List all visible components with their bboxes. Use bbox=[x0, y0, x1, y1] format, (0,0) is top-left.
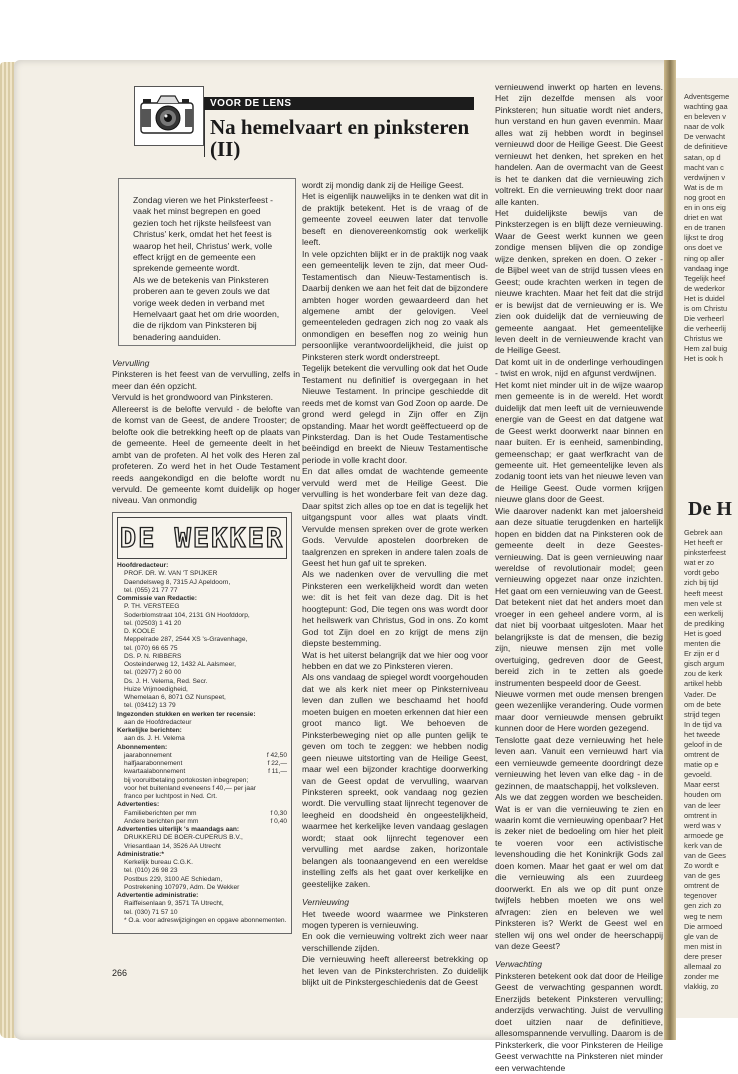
masthead-line: voor het buitenland eveneens f 40,— per jaar bbox=[124, 784, 256, 792]
masthead-line: Oosteinderweg 12, 1432 AL Aalsmeer, bbox=[124, 661, 236, 668]
masthead-line: Postbus 229, 3100 AE Schiedam, bbox=[124, 875, 223, 883]
masthead-line: aan ds. J. H. Velema bbox=[124, 735, 185, 743]
column-3 bbox=[495, 82, 663, 1074]
book-spine bbox=[664, 60, 676, 1040]
masthead-price-label: Andere berichten per mm bbox=[124, 817, 199, 825]
adjacent-heading: De H bbox=[688, 498, 732, 520]
page-number: 266 bbox=[112, 968, 128, 978]
masthead-line: tel. (070) 66 65 75 bbox=[124, 644, 178, 652]
intro-text: Zondag vieren we het Pinksterfeest - vaak het minst begrepen en goed gezien toch het rijkste heilsfeest van Christus' kerk, omdat het het feest is waarop het heil, Christus' werk, volle effect krijgt en de gemeente een sprekende gemeente wordt. Als we de betekenis van Pinksteren proberen aan te geven zouls we dat vorige week deden in verband met Hemelvaart gaat het om drie woorden, die de rijkdom van Pinksteren bij benadering aanduiden. bbox=[133, 195, 280, 342]
masthead-line: Daendelsweg 8, 7315 AJ Apeldoorn, bbox=[124, 578, 231, 586]
masthead-price-row bbox=[117, 760, 287, 768]
masthead-line: Postrekening 107979, Adm. De Wekker bbox=[124, 883, 240, 891]
masthead-line: tel. (010) 26 98 23 bbox=[124, 867, 178, 875]
masthead-price-label: halfjaarabonnement bbox=[124, 760, 183, 767]
subheading-vervulling: Vervulling bbox=[112, 358, 150, 368]
masthead-line: * O.a. voor adreswijzigingen en opgave abonnementen. bbox=[124, 916, 287, 924]
column-2-text: wordt zij mondig dank zij de Heilige Geest. Het is eigenlijk nauwelijks in te denken wat dit in de praktijk betekent. Het is de vraag of de gemeente zoveel eeuwen later dat tenvolle beseft en dienovereenkomstig ook werkelijk leeft. In vele opzichten blijkt er in de praktijk nog vaak een gemeentelijk leven te zijn, dat meer Oud-Testamentisch dan Nieuw-Testamentisch is. Daarbij denken we aan het feit dat de bijzondere ambten hoger worden gewaardeerd dan het algemene ambt der gelovigen. Veel gemeenteleden gedragen zich nog zo vaak als onmondigen en beseffen nog zo weinig hun persoonlijke verantwoordelijkheid, die juist op Pinksteren sterk wordt onderstreept. Tegelijk betekent die vervulling ook dat het Oude Testament nu definitief is overgegaan in het Nieuwe Testament. In principe geschiedde dit reeds met de komst van God Zoon op aarde. De grond werd gelegd in Zijn offer en Zijn opstanding. Maar het wordt geëffectueerd op de Pinksterdag. Dan is het Oude Testamentische beëindigd en breekt de Nieuw Testamentische periode in volle kracht door. En dat alles omdat de wachtende gemeente vervuld werd met de Heilige Geest. Die vervulling is het wonderbare feit van deze dag. Daar spitst zich alles op toe en dat is tegelijk het uitgangspunt voor alles wat plaats vindt. Vervulde mensen spreken over de grote werken Gods. Vervulde apostelen doorbreken de taalgrenzen en spreken in andere talen zoals de Geest het hun gaf uit te spreken. Als we nadenken over de vervulling die met Pinksteren een werkelijkheid wordt dan weten we: dit is het feit van deze dag. Dit is het hoogtepunt: God, Die tegen ons was wordt door het heilswerk van Christus, God in ons. Zo komt God tot Zijn doel en zo krijgt de mens zijn diepste bestemming. Wat is het uiterst belangrijk dat we hier oog voor hebben en dat we zo Pinksteren vieren. Als ons vandaag de spiegel wordt voorgehouden dat we als kerk niet meer op Pinksterniveau leven dan zullen we beschaamd het hoofd moeten buigen en moeten erkennen dat hier een groot manco ligt. We behoeven de Pinksterbeweging niet op alle punten gelijk te geven om toch te zeggen: we hebben nodig geen nieuwe uitstorting van de Heilige Geest, maar wel een bijzonder krachtige doorwerking van de Geest opdat de vervulling, waarvan Pinksteren spreekt, ook vandaag nog gezien wordt. Die vervulling staat lijnrecht tegenover de leegheid en doodsheid èn ongeestelijkheid, waarmee het kerkelijke leven vandaag geslagen wordt; staat ook lijnrecht tegenover een vervulling met aardse zaken, horizontale belangen als toonaangevend en een wereldse instelling zelfs als het gaat over kerkelijke en geestelijke zaken. bbox=[302, 180, 488, 889]
masthead-line: Kerkelijk bureau C.G.K. bbox=[124, 859, 193, 866]
masthead-price-value: f 0,40 bbox=[270, 817, 287, 825]
adjacent-column-bottom: Gebrek aan Het heeft er pinksterfeest wat er zo vordt gebo zich bij tijd heeft meest men vele st een werkelij de prediking Het is goed menten die Er zijn er d gisch argum zou de kerk artikel hebb Vader. De om de bete strijd tegen In de tijd va het tweede geloof in de omtrent de matie op e gevoeld. Maar eerst houden om van de leer omtrent in werd was v armoede ge kerk van de van de Gees Zo wordt e van de ges omtrent de tegenover gen zich zo weg te nem Die armoed gle van de men mist in dere preser allemaal zo zonder me vlakkig, zo bbox=[684, 528, 726, 992]
masthead-price-label: jaarabonnement bbox=[124, 751, 172, 759]
masthead-heading: Abonnementen: bbox=[117, 743, 168, 751]
masthead-line: Vriesantlaan 14, 3526 AA Utrecht bbox=[124, 842, 221, 850]
masthead-price-value: f 0,30 bbox=[270, 809, 287, 817]
masthead-price-value: f 11,— bbox=[268, 768, 287, 776]
masthead-line: tel. (055) 21 77 77 bbox=[124, 586, 178, 594]
masthead-price-label: kwartaalabonnement bbox=[124, 768, 186, 776]
masthead-line: DS. P. N. RIBBERS bbox=[124, 652, 182, 660]
masthead-heading: Administratie:* bbox=[117, 850, 164, 858]
masthead-line: Huize Vrijmoedigheid, bbox=[124, 685, 188, 693]
masthead-heading: Kerkelijke berichten: bbox=[117, 727, 182, 734]
masthead-price-row bbox=[117, 818, 287, 826]
column-3-text-cont: Pinksteren betekent ook dat door de Heilige Geest de verwachting gespannen wordt. Enerzijds betekent Pinksteren vervulling; anderzijds verwachting. Juist de vervulling doet uitzien naar de definitieve, allesomspannende vervulling. Daarom is de Pinksterkerk, die voor Pinksteren de Heilige Geest verwachtte na Pinksteren niet minder een verwachtende bbox=[495, 970, 663, 1073]
masthead-line: Ds. J. H. Velema, Red. Secr. bbox=[124, 677, 208, 685]
masthead-line: Soderblomstraat 104, 2131 GN Hoofddorp, bbox=[124, 611, 250, 619]
masthead-heading: Advertentie administratie: bbox=[117, 892, 199, 899]
masthead-line: PROF. DR. W. VAN 'T SPIJKER bbox=[124, 570, 218, 578]
masthead-heading: Advertenties: bbox=[117, 801, 160, 809]
masthead-price-value: f 42,50 bbox=[266, 751, 287, 759]
column-3-text: vernieuwend inwerkt op harten en levens. Het zijn dezelfde mensen als voor Pinksteren; hun situatie wordt niet anders, hun verstand en hun gaven evenmin. Maar alles wat zij hebben wordt in beginsel vernieuwd door de Heilige Geest. Die Geest vernieuwt het denken, het spreken en het handelen. Aan de overmacht van de Geest is het te danken dat die vernieuwing zich voltrekt. En die vernieuwing trekt door naar alle kanten. Het duidelijkste bewijs van de Pinksterzegen is en blijft deze vernieuwing. Waar de Geest werkt kunnen we geen zondige mensen blijven die op zondige wijze denken, spreken en doen. O zeker - de Bijbel weet van de strijd tussen vlees en Geest; oude krachten werken in tegen de nieuwe krachten. Maar het feit dat die strijd er is bewijst dat de vernieuwing er is. We zien ook duidelijk dat de vernieuwing de gemeente aangaat. Het gemeentelijke leven deelt in de vernieuwende kracht van de Heilige Geest. Dat komt uit in de onderlinge verhoudingen - twist en wrok, nijd en afgunst verdwijnen. Het komt niet minder uit in de wijze waarop men gemeente is in de wereld. Het wordt duidelijk dat men leeft uit de vernieuwende energie van de Geest en dat datgene wat de Geest werkt doorwerkt naar binnen en naar buiten. Er is eenheid, samenbinding, gemeenschap; er gaat werfkracht van de gemeente uit. Het gemeentelijke leven als zodanig toont iets van het nieuwe leven van de Heilige Geest. Oude vormen krijgen nieuwe glans door de Geest. Wie daarover nadenkt kan met jaloersheid aan deze situatie terugdenken en hartelijk hopen en bidden dat na Pinksteren ook de gemeente deelt in deze Geestes-vernieuwing. Dat is geen vernieuwing naar wereldse of revolutionair model; geen vernieuwing opgezet naar onze inzichten. Het gaat om een vernieuwing van de Geest. Dat betekent niet dat het anders moet dan vroeger in een geheel andere vorm, al is dat niet bij voorbaat uitgesloten. Maar het belangrijkste is dat de mensen, die bezig zijn, nieuwe mensen zijn met volle overtuiging, gedreven door de Geest, bereid zich in te zetten als goede instrumenten bespeeld door de Geest. Nieuwe vormen met oude mensen brengen geen wezenlijke verandering. Oude vormen maar door vernieuwde mensen gebruikt kunnen door de Here worden gezegend. Tenslotte gaat deze vernieuwing het hele leven aan. Vanuit een vernieuwd hart via een vernieuwde gemeente doordringt deze vernieuwing het leven van elke dag - in de gezinnen, de maatschappij, het volksleven. Als we dat zeggen worden we bescheiden. Wat is er van die vernieuwing te zien en waarin komt die vernieuwing openbaar? Het is zeker niet de bedoeling om hier het pleit te voeren voor een activistische levenshouding die het Koninkrijk Gods zal doen komen. Maar het gaat er wel om dat die vernieuwing als een zuurdeeg doorwerkt. En als we op dit punt onze twijfels hebben moeten we ons wel afvragen: zien en beleven we wel Pinksteren is? Werkt de Geest wel en stellen wij ons wel onder de heerschappij van deze Geest? bbox=[495, 82, 663, 951]
camera-icon bbox=[134, 86, 204, 146]
adjacent-column-top: Adventsgeme wachting gaa en beleven v naar de volk De verwacht de definitieve satan, op d macht van c verdwijnen v Wat is de m nog groot en en in ons eig driet en wat en de tranen lijkst te drog ons doet ve ning op aller vandaag inge Tegelijk heef de wederkor Het is duidel is om Christu Die verheerl die verheerlij Christus we Hem zal buig Het is ook h bbox=[684, 92, 730, 364]
subheading-verwachting: Verwachting bbox=[495, 959, 542, 970]
masthead-line: tel. (03412) 13 79 bbox=[124, 702, 176, 710]
masthead-line: Whemelaan 6, 8071 GZ Nunspeet, bbox=[124, 694, 226, 701]
masthead-line: aan de Hoofdredacteur bbox=[124, 718, 192, 726]
masthead-heading: Commissie van Redactie: bbox=[117, 595, 197, 602]
masthead-line: D. KOOLE bbox=[124, 628, 156, 635]
title-line-2: (II) bbox=[210, 137, 241, 161]
subheading-vernieuwing: Vernieuwing bbox=[302, 897, 349, 908]
masthead-line: Meppelrade 287, 2544 XS 's-Gravenhage, bbox=[124, 636, 248, 644]
masthead-line: tel. (02977) 2 60 00 bbox=[124, 669, 182, 677]
column-1 bbox=[112, 358, 300, 507]
masthead-price-label: Familieberichten per mm bbox=[124, 809, 197, 817]
article-title bbox=[210, 116, 510, 160]
masthead-details bbox=[117, 562, 287, 925]
masthead-heading: Ingezonden stukken en werken ter recensie: bbox=[117, 710, 256, 718]
masthead-line: bij vooruitbetaling portokosten inbegrepen; bbox=[124, 776, 249, 784]
de-wekker-logo: DE WEKKER bbox=[117, 517, 287, 559]
masthead-line: DRUKKERIJ DE BOER-CUPERUS B.V., bbox=[124, 834, 243, 842]
intro-box bbox=[118, 178, 296, 346]
masthead-line: tel. (030) 71 57 10 bbox=[124, 908, 178, 916]
masthead-heading: Hoofdredacteur: bbox=[117, 562, 169, 569]
masthead-line: Raiffeisenlaan 9, 3571 TA Utrecht, bbox=[124, 900, 224, 908]
column-2 bbox=[302, 180, 488, 989]
masthead-box bbox=[112, 512, 292, 934]
masthead-price-row bbox=[117, 810, 287, 818]
masthead-price-row bbox=[117, 752, 287, 760]
adjacent-page bbox=[676, 78, 738, 1018]
masthead-line: franco per luchtpost in Ned. Crt. bbox=[124, 793, 218, 800]
masthead-heading: Advertenties uiterlijk 's maandags aan: bbox=[117, 826, 240, 833]
masthead-price-value: f 22,— bbox=[267, 760, 287, 767]
masthead-price-row bbox=[117, 768, 287, 776]
column-1-text: Pinksteren is het feest van de vervulling, zelfs in meer dan één opzicht. Vervuld is het grondwoord van Pinksteren. Allereerst is de belofte vervuld - de belofte van de komst van de Geest, de andere Trooster; de belofte ook die betrekking heeft op de plaats van de gemeente. Heel de gemeente deelt in het ambt van de profeten. Al het volk des Heren zal profeteren. Zo werd het in het Oude Testament reeds aangekondigd en die belofte wordt nu vervuld. De gemeente komt duidelijk op hoger niveau. Van onmondig bbox=[112, 369, 300, 506]
section-label: VOOR DE LENS bbox=[204, 97, 474, 110]
masthead-line: P. TH. VERSTEEG bbox=[124, 603, 180, 611]
masthead-line: tel. (02503) 1 41 20 bbox=[124, 619, 182, 627]
column-2-text-cont: Het tweede woord waarmee we Pinksteren mogen typeren is vernieuwing. En ook die vernieuwing voltrekt zich weer naar verschillende zijden. Die vernieuwing heeft allereerst betrekking op het leven van de Pinksterchristen. Zo duidelijk blijkt uit de Pinkstergeschiedenis dat de Geest bbox=[302, 908, 488, 988]
title-line-1: Na hemelvaart en pinksteren bbox=[210, 115, 470, 139]
